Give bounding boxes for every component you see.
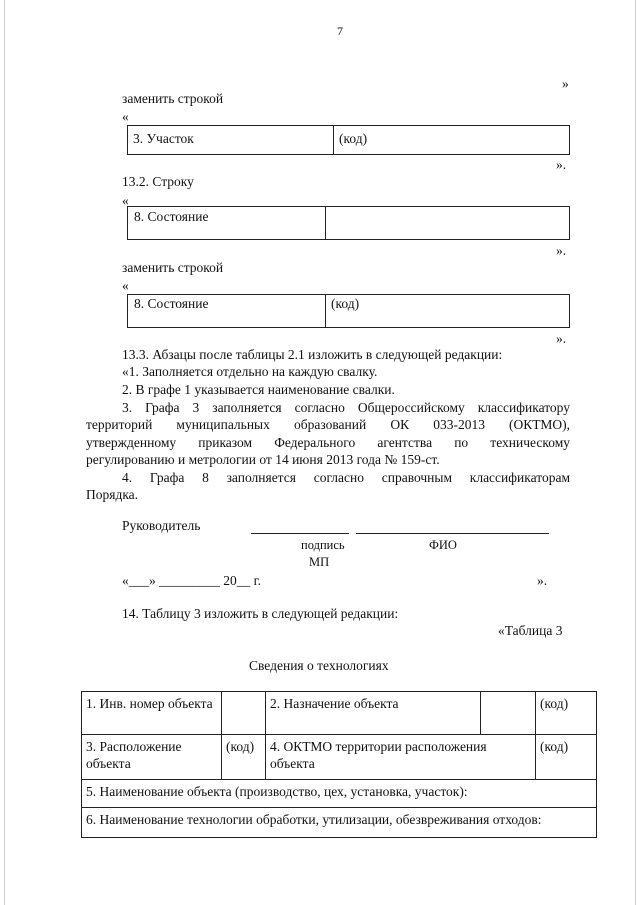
replace-2-open-quote: « (122, 278, 129, 293)
inv-number-value-cell (222, 692, 266, 735)
table-3-title: Сведения о технологиях (249, 658, 389, 673)
section-13-3-p1: «1. Заполняется отдельно на каждую свалку. (122, 364, 378, 379)
section-13-3-p3-line3: утвержденному приказом Федерального агентства по техническому (86, 435, 570, 450)
purpose-cell: 2. Назначение объекта (266, 692, 481, 735)
table-divider (325, 207, 326, 239)
left-scan-edge (4, 0, 5, 905)
replace-1-col2: (код) (339, 131, 368, 146)
replace-2-table (127, 294, 570, 328)
section-13-3-p4-line2: Порядка. (86, 487, 139, 502)
date-close: ». (537, 573, 548, 588)
section-13-3-heading: 13.3. Абзацы после таблицы 2.1 изложить в следующей редакции: (122, 347, 503, 362)
signature-head-label: Руководитель (122, 518, 201, 533)
right-scan-edge (635, 0, 636, 905)
replace-2-close: ». (556, 331, 567, 346)
table-divider (333, 126, 334, 154)
signature-line (251, 533, 349, 534)
table-row (82, 780, 597, 808)
replace-1-open-quote: « (122, 109, 129, 124)
section-13-2-heading: 13.2. Строку (122, 174, 194, 189)
table-3-label: «Таблица 3 (498, 623, 563, 638)
oktmo-cell: 4. ОКТМО территории расположения объекта (266, 735, 536, 780)
location-code-cell: (код) (222, 735, 266, 780)
section-14-heading: 14. Таблицу 3 изложить в следующей редакции: (122, 606, 399, 621)
table-row (82, 692, 597, 735)
object-name-cell: 5. Наименование объекта (производство, цех, установка, участок): (82, 780, 597, 808)
section-13-3-p3-line2: территорий муниципальных образований ОК 033-2013 (ОКТМО), (86, 417, 570, 432)
section-13-3-p2: 2. В графе 1 указывается наименование свалки. (122, 382, 395, 397)
inv-number-cell: 1. Инв. номер объекта (82, 692, 222, 735)
stamp-label: МП (309, 555, 330, 569)
replace-1-close: ». (556, 157, 567, 172)
table-divider (325, 295, 326, 327)
signature-caption: подпись (301, 538, 345, 552)
date-line: «___» _________ 20__ г. (122, 573, 262, 588)
replace-1-table (127, 125, 570, 155)
oktmo-code-cell: (код) (536, 735, 597, 780)
section-13-2-table (127, 206, 570, 240)
section-13-3-p4-line1: 4. Графа 8 заполняется согласно справочным классификаторам (122, 470, 570, 485)
section-13-2-open-quote: « (122, 193, 129, 208)
section-13-2-col1: 8. Состояние (134, 209, 209, 224)
top-closing-quote: » (562, 76, 569, 91)
technologies-table (81, 691, 597, 838)
page-number: 7 (337, 24, 343, 38)
table-row (82, 808, 597, 838)
replace-1-col1: 3. Участок (133, 131, 194, 146)
table-row (82, 735, 597, 780)
replace-1-text: заменить строкой (122, 91, 224, 106)
purpose-value-cell (481, 692, 536, 735)
name-line (356, 533, 549, 534)
replace-2-col1: 8. Состояние (134, 296, 209, 311)
location-cell: 3. Расположение объекта (82, 735, 222, 780)
section-13-3-p3-line1: 3. Графа 3 заполняется согласно Общероссийскому классификатору (122, 400, 570, 415)
replace-2-col2: (код) (331, 296, 360, 311)
section-13-2-close: ». (556, 243, 567, 258)
name-caption: ФИО (429, 538, 457, 552)
section-13-3-p3-line4: регулированию и метрологии от 14 июня 2013 года № 159-ст. (86, 452, 440, 467)
purpose-code-cell: (код) (536, 692, 597, 735)
technology-name-cell: 6. Наименование технологии обработки, утилизации, обезвреживания отходов: (82, 808, 597, 838)
replace-2-text: заменить строкой (122, 260, 224, 275)
